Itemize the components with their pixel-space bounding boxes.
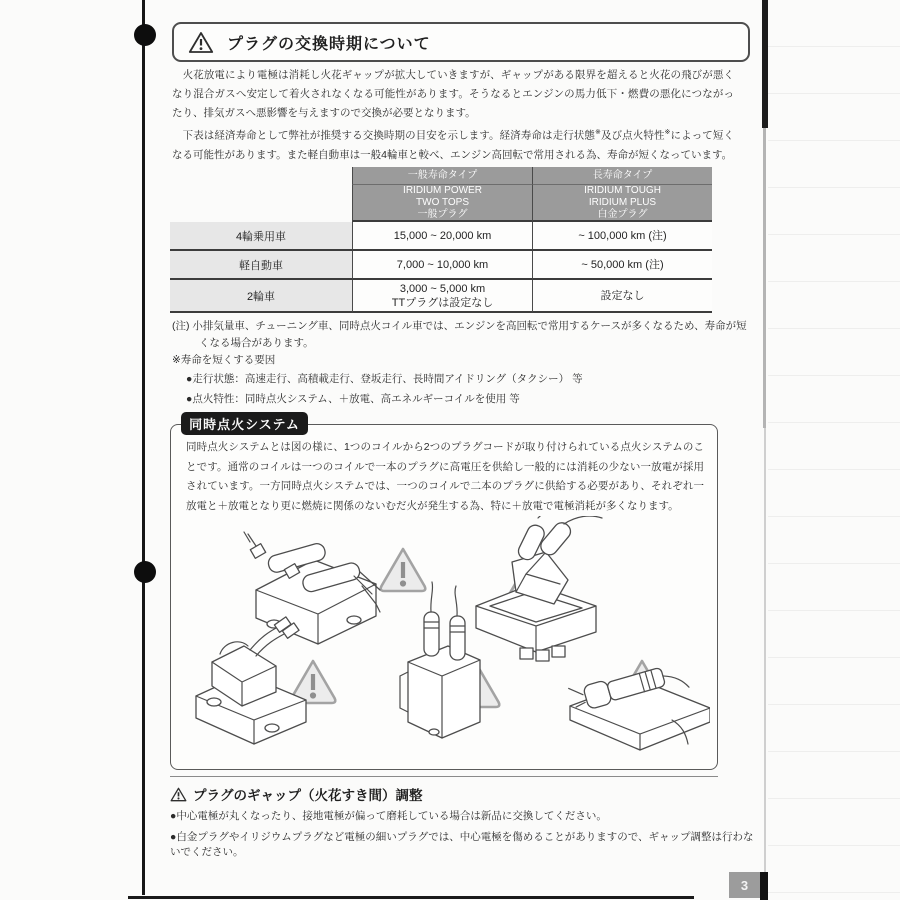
binder-hole-top xyxy=(134,24,156,46)
cell-line: 3,000 ~ 5,000 km xyxy=(399,282,486,295)
gap-bullet-2: ●白金プラグやイリジウムプラグなど電極の細いプラグでは、中心電極を傷めることがありますので、ギャップ調整は行わないでください。 xyxy=(170,831,754,858)
product-line: IRIDIUM POWER xyxy=(403,184,482,196)
simultaneous-ignition-section-label: 同時点火システム xyxy=(181,412,308,435)
col-header-long-type: 長寿命タイプ xyxy=(532,167,712,184)
gap-adjustment-title: プラグのギャップ（火花すき間）調整 xyxy=(193,788,423,803)
reference-mark-1: ※ xyxy=(595,129,601,136)
cell-passenger-long: ~ 100,000 km (注) xyxy=(532,222,712,251)
factor-driving-condition: ●走行状態：高速走行、高積載走行、登坂走行、長時間アイドリング（タクシー） 等 xyxy=(186,373,583,385)
intro-paragraph-1: 火花放電により電極は消耗し火花ギャップが拡大していきますが、ギャップがある限界を超えると火花の飛びが悪くなり混合ガスへ安定して着火されなくなる可能性があります。そうなるとエンジンの馬力低下・燃費の悪化につながったり、排気ガスへ悪影響を与えますので交換が必要となります。 xyxy=(172,69,734,119)
intro-paragraphs xyxy=(172,66,734,165)
replacement-interval-table xyxy=(170,167,712,313)
table-footnote xyxy=(172,318,755,351)
footnote-label: (注) xyxy=(172,320,190,332)
row-label-kei-car: 軽自動車 xyxy=(170,251,352,280)
coil-illustrations-svg xyxy=(180,516,710,761)
footnote-text: 小排気量車、チューニング車、同時点火コイル車では、エンジンを高回転で常用するケースが多くなるため、寿命が短くなる場合があります。 xyxy=(192,320,747,349)
simultaneous-ignition-description: 同時点火システムとは図の様に、1つのコイルから2つのプラグコードが取り付けられている点火システムのことです。通常のコイルは一つのコイルで一本のプラグに高電圧を供給し一般的には消耗の少ない一放電が採用されています。一方同時点火システムでは、一つのコイルで二本のプラグに供給する必要があり、それぞれ一放電と＋放電となり更に燃焼に関係のないむだ火が発生する為、特に＋放電で電極消耗が多くなります。 xyxy=(186,441,704,512)
page-edge-shadow-bottom xyxy=(760,872,768,900)
warning-icon xyxy=(188,31,214,54)
product-line: IRIDIUM PLUS xyxy=(588,196,657,208)
col-header-long-products xyxy=(532,184,712,222)
product-line: IRIDIUM TOUGH xyxy=(584,184,661,196)
ignition-coil-illustration-1 xyxy=(244,532,380,644)
scan-bottom-line xyxy=(128,896,694,899)
ignition-coil-illustration-3 xyxy=(196,617,306,744)
cell-motorcycle-general xyxy=(352,280,532,313)
ignition-coil-diagram xyxy=(180,516,710,761)
table-corner-empty xyxy=(170,167,352,184)
background-ruled-lines xyxy=(768,0,900,900)
page-title: プラグの交換時期について xyxy=(227,35,431,53)
gap-bullet-1: ●中心電極が丸くなったり、接地電極が偏って磨耗している場合は新品に交換してください。 xyxy=(170,810,607,822)
life-shortening-factors-title: ※寿命を短くする要因 xyxy=(172,354,276,366)
intro-p2-b: 及び点火特性 xyxy=(600,129,665,142)
page-edge-shadow-low xyxy=(764,428,766,873)
table-corner-empty-2 xyxy=(170,184,352,222)
cell-motorcycle-long: 設定なし xyxy=(532,280,712,313)
page-edge-shadow-top xyxy=(762,0,768,128)
binder-hole-bottom xyxy=(134,561,156,583)
product-line: 白金プラグ xyxy=(597,208,648,220)
ignition-coil-illustration-2 xyxy=(476,516,602,661)
factor-ignition-characteristic: ●点火特性：同時点火システム、＋放電、高エネルギーコイルを使用 等 xyxy=(186,393,520,405)
gap-adjustment-header xyxy=(170,784,423,804)
ignition-coil-illustration-4 xyxy=(400,582,480,738)
section-header-replacement-timing xyxy=(172,22,750,62)
page-edge-shadow-mid xyxy=(763,128,766,428)
cell-line: TTプラグは設定なし xyxy=(391,296,494,309)
cell-passenger-general: 15,000 ~ 20,000 km xyxy=(352,222,532,251)
intro-paragraph-2 xyxy=(172,123,734,165)
warning-icon xyxy=(170,787,187,802)
warning-triangle-icon xyxy=(381,549,426,591)
cell-kei-general: 7,000 ~ 10,000 km xyxy=(352,251,532,280)
section-divider xyxy=(170,776,718,777)
intro-p2-a: 下表は経済寿命として弊社が推奨する交換時期の目安を示します。経済寿命は走行状態 xyxy=(172,129,595,142)
cell-kei-long: ~ 50,000 km (注) xyxy=(532,251,712,280)
row-label-passenger-car: 4輪乗用車 xyxy=(170,222,352,251)
col-header-general-products xyxy=(352,184,532,222)
product-line: TWO TOPS xyxy=(416,196,469,208)
reference-mark-2: ※ xyxy=(664,129,671,136)
page-number-badge: 3 xyxy=(729,872,760,898)
col-header-general-type: 一般寿命タイプ xyxy=(352,167,532,184)
intro-p2-c: によって短くなる可能性があります。また軽自動車は一般4輪車と較べ、エンジン高回転で常用される為、寿命が短くなっています。 xyxy=(172,129,734,161)
scan-spine-line xyxy=(142,0,145,895)
row-label-motorcycle: 2輪車 xyxy=(170,280,352,313)
product-line: 一般プラグ xyxy=(417,208,468,220)
